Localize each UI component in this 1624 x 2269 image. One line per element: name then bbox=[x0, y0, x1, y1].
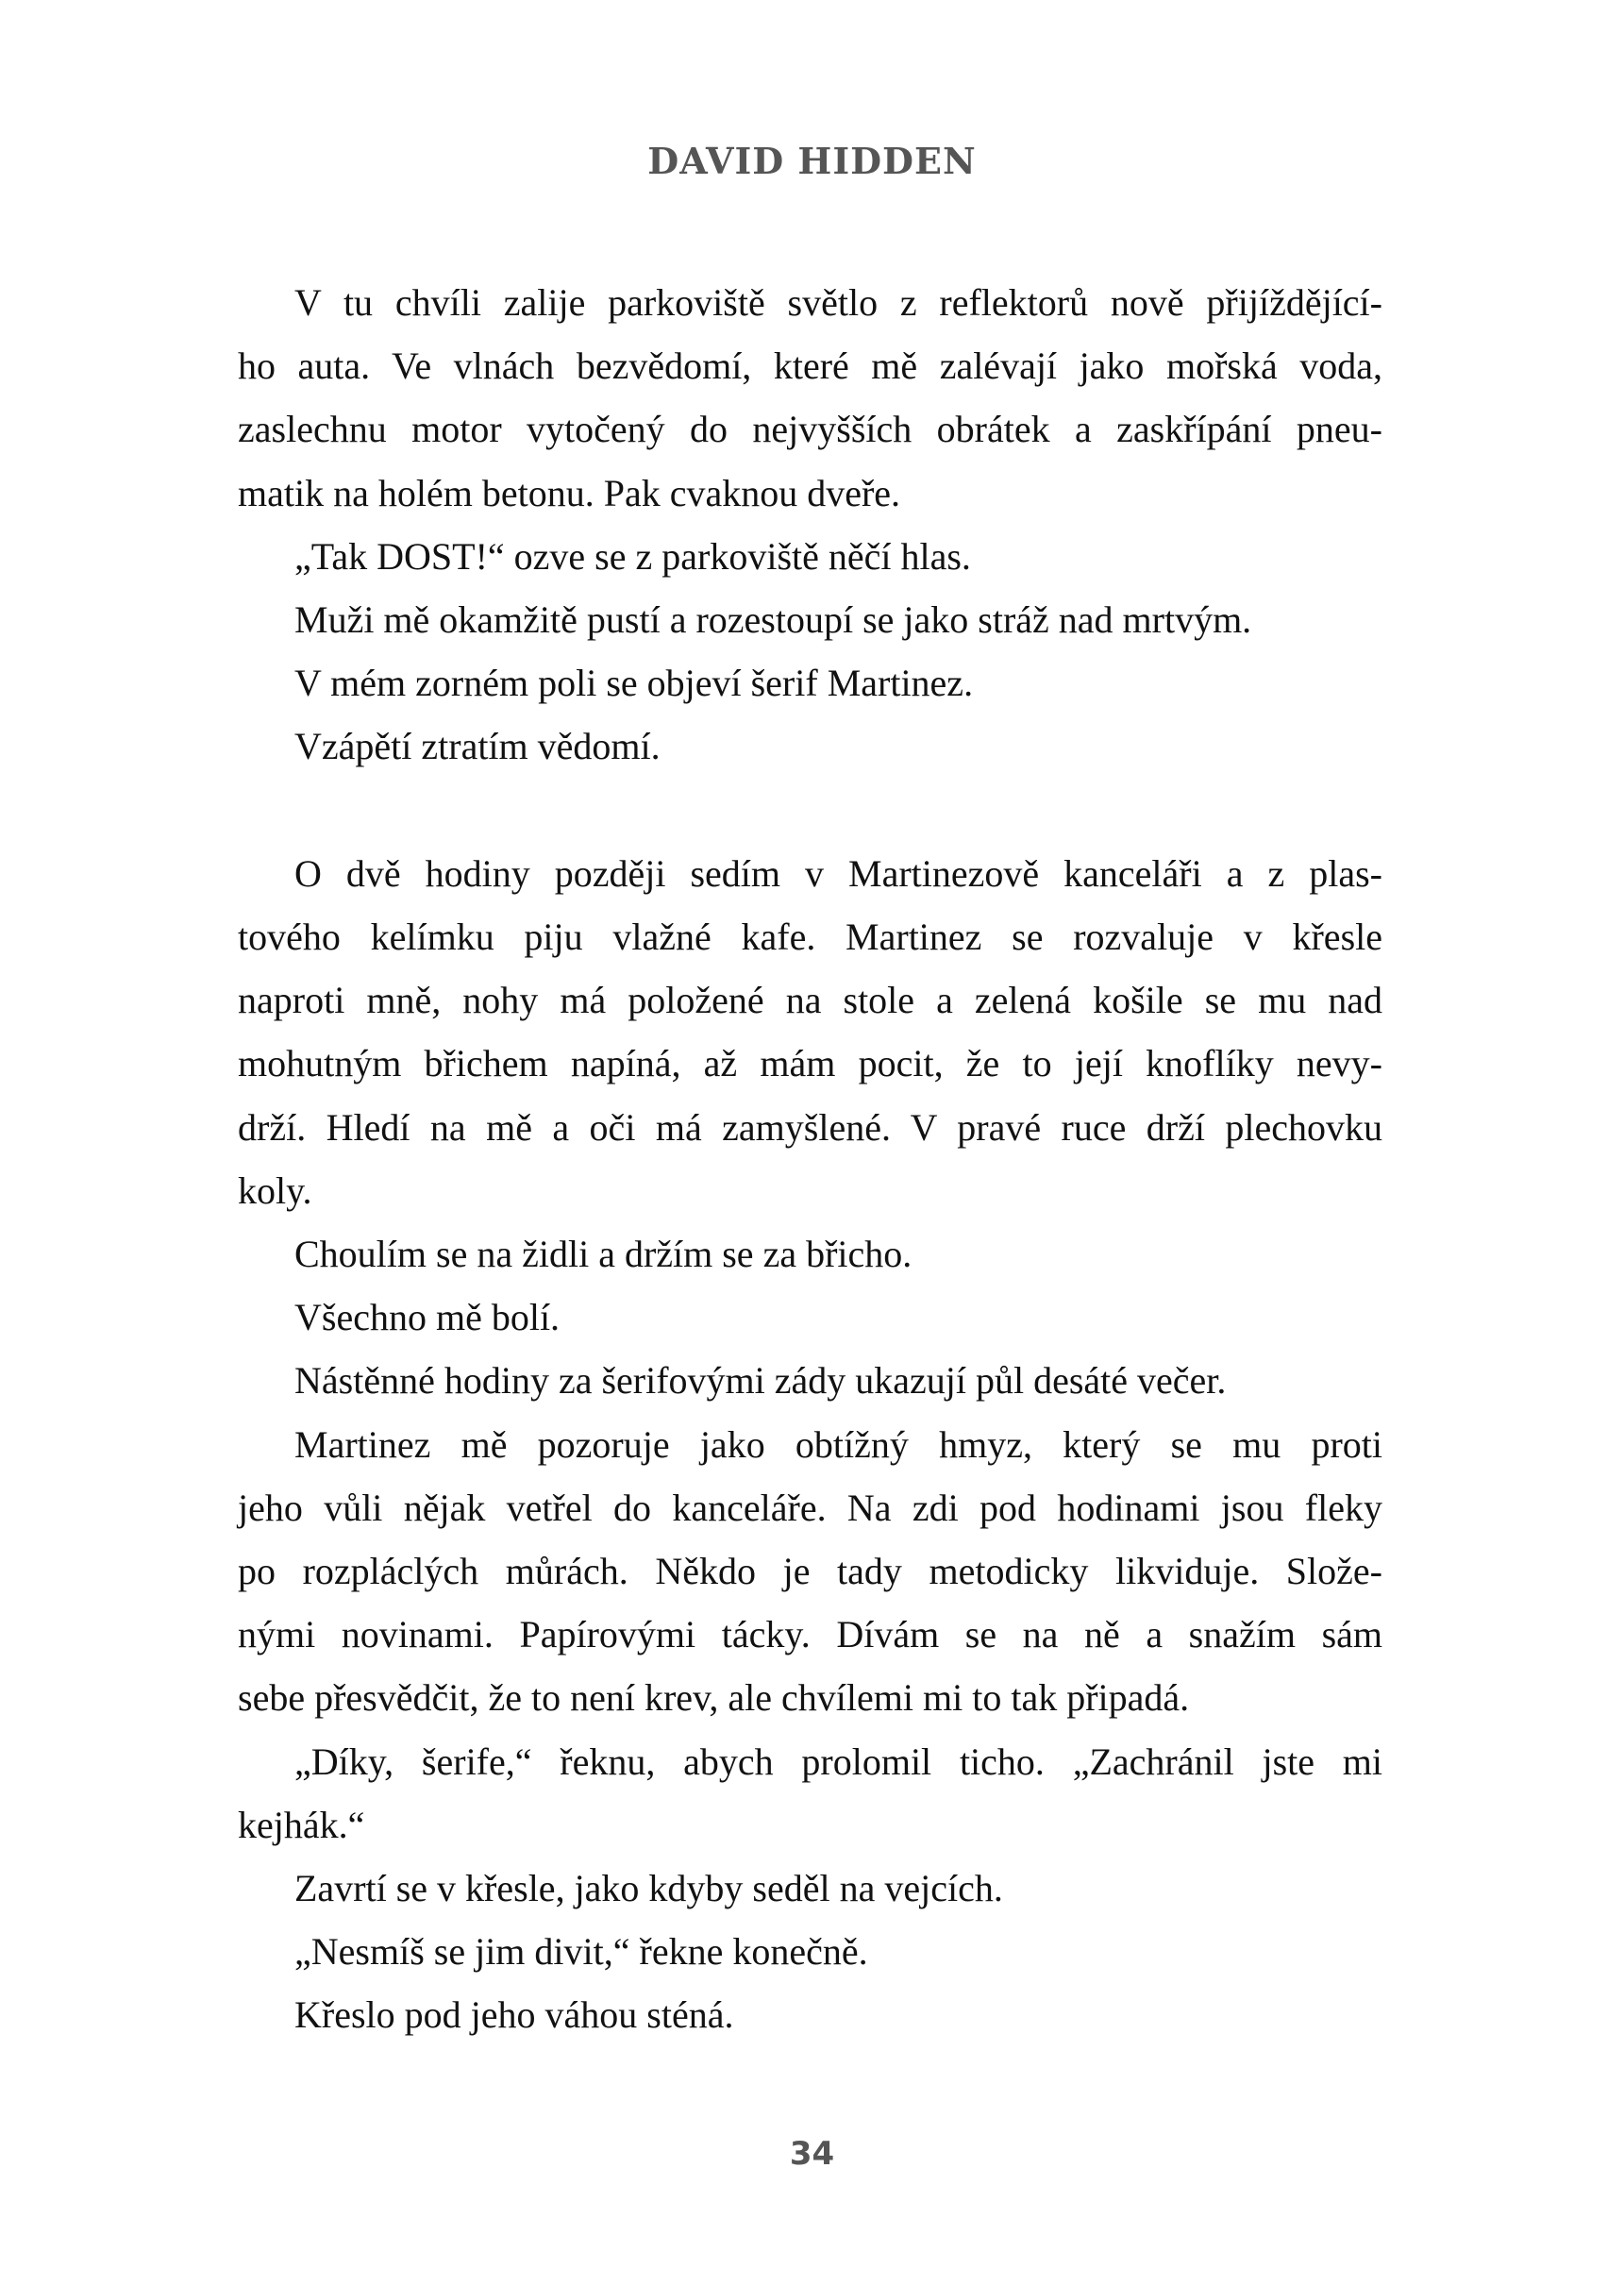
text-line: sebe přesvědčit, že to není krev, ale chvílemi mi to tak připadá. bbox=[238, 1676, 1190, 1720]
text-line: Choulím se na židli a držím se za břicho. bbox=[294, 1233, 912, 1275]
text-line: mohutným břichem napíná, až mám pocit, že to její knoflíky nevy- bbox=[238, 1042, 1382, 1085]
text-line: Vzápětí ztratím vědomí. bbox=[294, 725, 661, 768]
text-line: po rozpláclých můrách. Někdo je tady metodicky likviduje. Slože- bbox=[238, 1550, 1382, 1592]
text-line: V mém zorném poli se objeví šerif Martinez. bbox=[294, 662, 974, 705]
text-line: Nástěnné hodiny za šerifovými zády ukazují půl desáté večer. bbox=[294, 1359, 1227, 1403]
text-line: nými novinami. Papírovými tácky. Dívám se na ně a snažím sám bbox=[238, 1613, 1382, 1656]
text-line: „Tak DOST!“ ozve se z parkoviště něčí hlas. bbox=[294, 534, 971, 578]
text-line: „Nesmíš se jim divit,“ řekne konečně. bbox=[294, 1930, 868, 1974]
text-line: naproti mně, nohy má položené na stole a zelená košile se mu nad bbox=[238, 979, 1382, 1022]
text-line: koly. bbox=[238, 1168, 312, 1212]
text-line: Muži mě okamžitě pustí a rozestoupí se jako stráž nad mrtvým. bbox=[294, 598, 1252, 641]
text-line: V tu chvíli zalije parkoviště světlo z reflektorů nově přijíždějící- bbox=[294, 281, 1382, 324]
running-head-author: DAVID HIDDEN bbox=[647, 140, 977, 182]
text-line: tového kelímku piju vlažné kafe. Martinez se rozvaluje v křesle bbox=[238, 916, 1382, 958]
text-line: drží. Hledí na mě a oči má zamyšlené. V pravé ruce drží plechovku bbox=[238, 1105, 1382, 1149]
text-line: zaslechnu motor vytočený do nejvyšších obrátek a zaskřípání pneu- bbox=[238, 408, 1382, 451]
text-line: Zavrtí se v křesle, jako kdyby seděl na vejcích. bbox=[294, 1867, 1003, 1909]
text-line: matik na holém betonu. Pak cvaknou dveře. bbox=[238, 471, 901, 514]
text-line: kejhák.“ bbox=[238, 1803, 365, 1846]
text-line: O dvě hodiny později sedím v Martinezově kanceláři a z plas- bbox=[294, 851, 1382, 895]
page-number: 34 bbox=[789, 2135, 835, 2173]
blank-line bbox=[238, 788, 1382, 833]
text-line: Všechno mě bolí. bbox=[294, 1296, 561, 1339]
text-line: Martinez mě pozoruje jako obtížný hmyz, který se mu proti bbox=[294, 1422, 1382, 1466]
text-line: jeho vůli nějak vetřel do kanceláře. Na zdi pod hodinami jsou fleky bbox=[238, 1486, 1382, 1529]
text-line: Křeslo pod jeho váhou sténá. bbox=[294, 1993, 734, 2037]
text-line: „Díky, šerife,“ řeknu, abych prolomil ticho. „Zachránil jste mi bbox=[294, 1740, 1382, 1783]
text-line: ho auta. Ve vlnách bezvědomí, které mě zalévají jako mořská voda, bbox=[238, 345, 1382, 388]
